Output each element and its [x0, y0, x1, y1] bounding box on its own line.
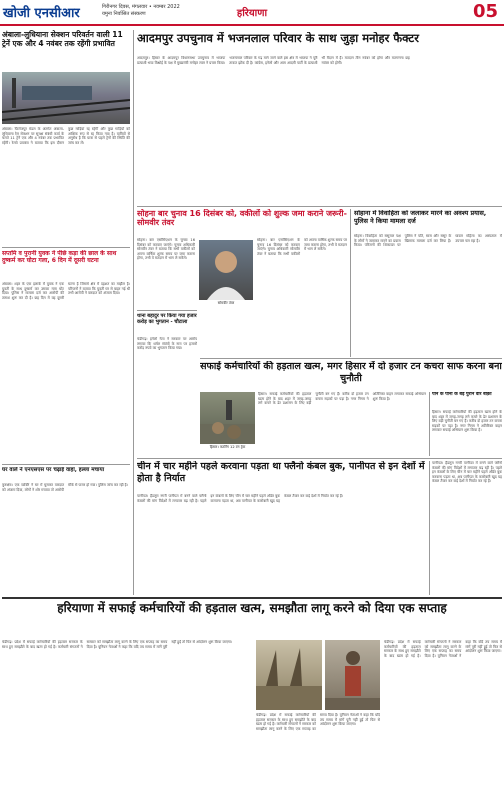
strike-body-middle: चंडीगढ़। प्रदेश में सफाई कर्मचारियों की हड़ताल सरकार के साथ हुए समझौते के बाद खत्म हो गई है। कर्मचारी संगठनों ने सरकार को समझौता लागू करने के लिए एक सप्ताह का समय दिया है। यूनियन नेताओं ने कहा कि यदि तय समय में मांगें पूरी नहीं हुईं तो फिर से आंदोलन शुरू किया जाएगा।	[256, 713, 380, 731]
divider	[137, 458, 502, 459]
hisar-side-headline: पीने के पानी के बड़े पुराने वार बाक़ा	[432, 392, 492, 397]
divider	[2, 464, 130, 465]
crime-headline: सप्तमि व पुरानी युवक ने पीछे कड़ा की छाल के साथ दुष्कर्म कर घोटा गला, 6 दिन में दूसरी घटना	[2, 250, 117, 265]
section-name: हरियाणा	[236, 8, 268, 19]
railway-photo	[2, 72, 130, 124]
sohna-caption: सोमवीर तंवर	[217, 301, 235, 305]
crime-body: अंबाला। शहर के एक इलाके में युवक ने एक युवती के साथ दुष्कर्म कर उसका गला घोंट दिया। पुलिस ने मामला दर्ज कर आरोपी की तलाश शुरू कर दी है। छह दिन में यह दूसरी घटना है जिससे क्षेत्र में दहशत का माहौल है। परिजनों ने बताया कि युवती घर से बाहर गई थी तभी आरोपी ने वारदात को अंजाम दिया।	[2, 282, 130, 300]
sohna-photo	[199, 240, 253, 300]
robbery-headline: घर वाले ने एनएसएस पर चढ़ाई वाहां, हल्ला मचाया	[2, 467, 105, 473]
hisar-side-headline-box	[432, 392, 502, 408]
robbery-body: कुरुक्षेत्र। एक व्यक्ति ने घर में घुसकर वारदात को अंजाम दिया, लोगों ने शोर मचाया तो आरोपी मौके से फरार हो गया। पुलिस जांच कर रही है।	[2, 483, 128, 492]
sohna-headline: सोहना बार चुनाव 16 दिसंबर को, वकीलों को शुल्क जमा कराने जरूरी-सोमवीर तंवर	[137, 209, 347, 228]
blanket-headline: चीन में चार महीने पहले करवाना पड़ता था फ्लैनो कंबल बुक, पानीपत से इन देशों में होता है निर्यात	[137, 461, 425, 484]
sohna-side-headline: सोहाना में विवाहिता को जलाकर मारने का अवश्य प्रयास, पुलिस ने किया मामला दर्ज	[354, 210, 487, 225]
sohna-headline-box	[137, 209, 347, 235]
sohna-body-continued: सोहना। बार एसोसिएशन के चुनाव 16 दिसंबर को करवाए जाएंगे। चुनाव अधिकारी सोमवीर तंवर ने बताया कि सभी वकीलों को अपना वार्षिक शुल्क समय पर जमा कराना होगा, तभी वे मतदान में भाग ले सकेंगे।	[257, 238, 347, 256]
hisar-headline-box	[200, 361, 502, 389]
strike-photo-right	[325, 640, 380, 710]
railway-headline-box	[2, 30, 130, 70]
railway-headline: अंबाला-लुधियाना सेक्शन परिवर्तन वाली 11 ट्रेनें एक और 4 नवंबर तक रहेंगी प्रभावित	[2, 30, 123, 48]
page-number: 05	[472, 1, 498, 22]
lead-headline-box	[137, 32, 502, 54]
blanket-headline-box	[137, 461, 427, 491]
blanket-body: पानीपत। हैंडलूम नगरी पानीपत में बनने वाले फ्लैनो कंबलों की मांग विदेशों में लगातार बढ़ रही है। पहले इन कंबलों के लिए चीन में चार महीने पहले ऑर्डर बुक करवाना पड़ता था, अब पानीपत के कारोबारी खुद यह कंबल तैयार कर कई देशों में निर्यात कर रहे हैं।	[137, 494, 344, 503]
column-divider	[429, 461, 430, 595]
masthead	[0, 0, 504, 26]
divider	[137, 310, 197, 311]
column-divider	[350, 209, 351, 357]
sohna-side-headline-box	[354, 210, 502, 232]
hisar-body: हिसार। सफाई कर्मचारियों की हड़ताल खत्म होने के बाद शहर में जगह-जगह लगे कचरे के ढेर प्रशासन के लिए बड़ी चुनौती बन गए हैं। करीब दो हजार टन कचरा सड़कों पर पड़ा है। नगर निगम ने अतिरिक्त वाहन लगाकर सफाई अभियान शुरू किया है।	[258, 392, 426, 406]
sohna-side-body: सोहना। विवाहिता को ससुराल पक्ष के लोगों ने जलाकर मारने का प्रयास किया। परिजनों की शिकायत पर पुलिस ने पति, सास और ससुर के खिलाफ मामला दर्ज कर लिया है। घायल महिला का अस्पताल में उपचार चल रहा है।	[354, 234, 502, 248]
hisar-side-body: हिसार। सफाई कर्मचारियों की हड़ताल खत्म होने के बाद शहर में जगह-जगह लगे कचरे के ढेर प्रशासन के लिए बड़ी चुनौती बन गए हैं। करीब दो हजार टन कचरा सड़कों पर पड़ा है। नगर निगम ने अतिरिक्त वाहन लगाकर सफाई अभियान शुरू किया है।	[432, 410, 502, 433]
crime-headline-box	[2, 250, 130, 280]
newspaper-logo: खोजी एनसीआर	[3, 6, 80, 21]
blanket-side-body: पानीपत। हैंडलूम नगरी पानीपत में बनने वाले फ्लैनो कंबलों की मांग विदेशों में लगातार बढ़ रही है। पहले इन कंबलों के लिए चीन में चार महीने पहले ऑर्डर बुक करवाना पड़ता था, अब पानीपत के कारोबारी खुद यह कंबल तैयार कर कई देशों में निर्यात कर रहे हैं।	[432, 461, 502, 484]
voting-headline: थाना बहादुर पर किया गया हजार करोड़ का भुगतान - चौटाला	[137, 313, 197, 325]
divider	[200, 358, 502, 359]
column-divider	[429, 392, 430, 456]
voting-body: चंडीगढ़। इनेलो नेता ने सरकार पर आरोप लगाया कि थर्मल संयंत्रों के नाम पर हजारों करोड़ रुपये का भुगतान किया गया।	[137, 337, 197, 351]
strike-body: चंडीगढ़। प्रदेश में सफाई कर्मचारियों की हड़ताल सरकार के साथ हुए समझौते के बाद खत्म हो गई है। कर्मचारी संगठनों ने सरकार को समझौता लागू करने के लिए एक सप्ताह का समय दिया है। यूनियन नेताओं ने कहा कि यदि तय समय में मांगें पूरी नहीं हुईं तो फिर से आंदोलन शुरू किया जाएगा।	[2, 640, 233, 649]
divider	[137, 206, 502, 207]
strike-photo-left	[256, 640, 322, 710]
railway-body: अंबाला। फिरोजपुर मंडल के अंतर्गत अंबाला-लुधियाना रेल सेक्शन पर सुरक्षा संबंधी कार्य के चलते 11 ट्रेनें एक और 4 नवंबर तक प्रभावित रहेंगी। रेलवे प्रवक्ता ने बताया कि इस दौरान कुछ गाड़ियां रद्द रहेंगी और कुछ गाड़ियों को आंशिक रूप से रद्द किया गया है। यात्रियों से अनुरोध है कि यात्रा से पहले ट्रेनों की स्थिति की जांच कर लें।	[2, 127, 130, 145]
hisar-headline: सफाई कर्मचारियों की हड़ताल खत्म, मगर हिसार में दो हजार टन कचरा साफ करना बना चुनौती	[200, 361, 502, 384]
strike-headline: हरियाणा में सफाई कर्मचारियों की हड़ताल खत्म, समझौता लागू करने को दिया एक सप्ताह	[57, 601, 447, 615]
divider	[2, 247, 130, 248]
lead-body: आदमपुर। हिसार के आदमपुर विधानसभा उपचुनाव में भाजपा प्रत्याशी भव्य बिश्नोई के पक्ष में मुख्यमंत्री मनोहर लाल ने प्रचार किया। भजनलाल परिवार के गढ़ माने जाने वाले इस क्षेत्र में भाजपा ने पूरी ताकत झोंक दी है। कांग्रेस, इनेलो और आम आदमी पार्टी के प्रत्याशी भी मैदान में हैं। मतदान तीन नवंबर को होगा और मतगणना छह नवंबर को होगी।	[137, 56, 410, 65]
strike-body-right: चंडीगढ़। प्रदेश में सफाई कर्मचारियों की हड़ताल सरकार के साथ हुए समझौते के बाद खत्म हो गई है। कर्मचारी संगठनों ने सरकार को समझौता लागू करने के लिए एक सप्ताह का समय दिया है। यूनियन नेताओं ने कहा कि यदि तय समय में मांगें पूरी नहीं हुईं तो फिर से आंदोलन शुरू किया जाएगा।	[384, 640, 502, 658]
sohna-body: सोहना। बार एसोसिएशन के चुनाव 16 दिसंबर को करवाए जाएंगे। चुनाव अधिकारी सोमवीर तंवर ने बताया कि सभी वकीलों को अपना वार्षिक शुल्क समय पर जमा कराना होगा, तभी वे मतदान में भाग ले सकेंगे।	[137, 238, 195, 261]
voting-headline-box	[137, 313, 197, 335]
hisar-caption: हिसार। कटरिंग 12 टन ट्रेक	[209, 445, 246, 449]
robbery-headline-box	[2, 467, 130, 481]
dateline: गिरीनगर दिवस, मंगलवार • नवम्बर 2022 यमुना निर्वासित संस्करण	[102, 4, 180, 17]
column-divider	[133, 30, 134, 595]
strike-headline-box	[2, 601, 502, 637]
hisar-photo	[200, 392, 255, 444]
divider	[2, 597, 502, 599]
lead-headline: आदमपुर उपचुनाव में भजनलाल परिवार के साथ जुड़ा मनोहर फैक्टर	[137, 32, 419, 45]
